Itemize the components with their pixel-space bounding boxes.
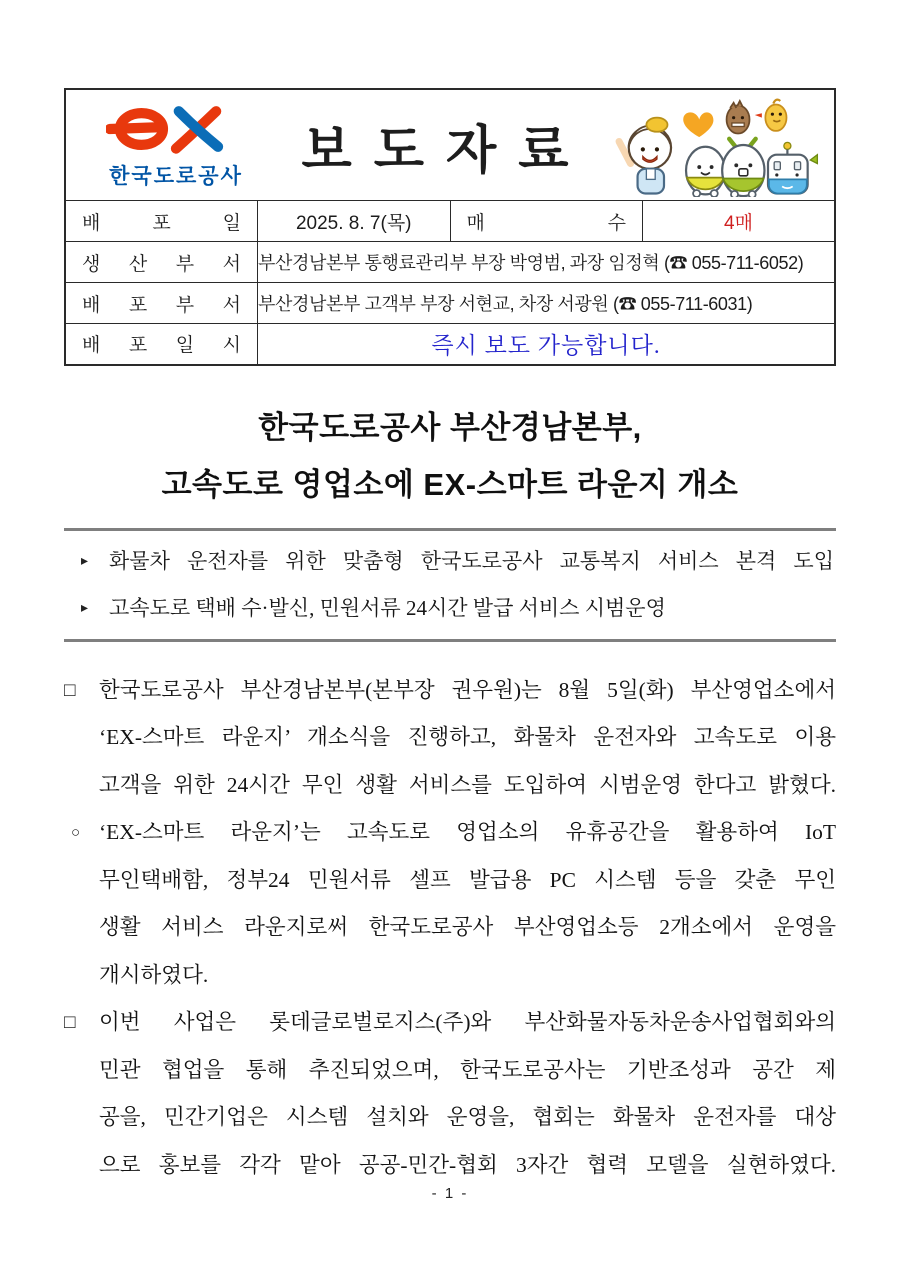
- mascot-illustration: [610, 93, 822, 197]
- body-line: 민관 협업을 통해 추진되었으며, 한국도로공사는 기반조성과 공간 제: [99, 1057, 836, 1082]
- summary-bullet-text: 고속도로 택배 수·발신, 민원서류 24시간 발급 서비스 시범운영: [109, 595, 666, 620]
- kec-logo: [92, 100, 260, 190]
- summary-bullet: [64, 538, 836, 585]
- paragraph: [64, 667, 836, 810]
- release-time-label: 배 포 일 시: [82, 335, 241, 357]
- producing-dept-label: 생 산 부 서: [82, 253, 241, 275]
- body-line: 무인택배함, 정부24 민원서류 셀프 발급용 PC 시스템 등을 갖춘 무인: [99, 867, 836, 892]
- page-title-line2: 고속도로 영업소에 EX-스마트 라운지 개소: [161, 466, 739, 502]
- masthead: [66, 90, 834, 200]
- paragraph: [64, 809, 836, 999]
- creature-brown: [727, 101, 750, 134]
- triangle-bullet-icon: ▸: [81, 553, 89, 569]
- producing-dept-value: 부산경남본부 통행료관리부 부장 박영범, 과장 임정혁 (☎ 055-711-6052): [258, 242, 836, 283]
- doc-type-title: 보도자료: [301, 121, 591, 180]
- page-title: [64, 399, 836, 513]
- logo-org-name: 한국도로공사: [109, 165, 243, 188]
- triangle-bullet-icon: ▸: [81, 600, 89, 616]
- release-dept-label: 배 포 부 서: [82, 294, 241, 316]
- body-line: 이번 사업은 롯데글로벌로지스(주)와 부산화물자동차운송사업협회와의: [99, 1010, 836, 1034]
- release-time-value: 즉시 보도 가능합니다.: [258, 324, 836, 365]
- summary-bullet-text: 화물차 운전자를 위한 맞춤형 한국도로공사 교통복지 서비스 본격 도입: [109, 548, 834, 573]
- body-line: 고객을 위한 24시간 무인 생활 서비스를 도입하여 시범운영 한다고 밝혔다.: [99, 772, 836, 797]
- pages-value: 4매: [643, 201, 836, 242]
- pages-label-cell: [450, 201, 643, 242]
- page-title-line1: 한국도로공사 부산경남본부,: [258, 409, 642, 445]
- heart-icon: [683, 112, 713, 137]
- body-line: ‘EX-스마트 라운지’는 고속도로 영업소의 유휴공간을 활용하여 IoT: [99, 820, 836, 844]
- summary-box: [64, 528, 836, 642]
- release-dept-label-cell: [65, 283, 258, 324]
- body-line: 으로 홍보를 각각 맡아 공공-민간-협회 3자간 협력 모델을 실현하였다.: [99, 1152, 836, 1177]
- body-line: ‘EX-스마트 라운지’ 개소식을 진행하고, 화물차 운전자와 고속도로 이용: [99, 725, 836, 749]
- release-date-label-cell: [65, 201, 258, 242]
- release-date-label: 배 포 일: [82, 212, 241, 234]
- summary-bullet: [64, 585, 836, 632]
- square-bullet-icon: □: [64, 679, 76, 701]
- circle-bullet-icon: ○: [71, 824, 81, 841]
- mascot-vehicle-green: [722, 139, 764, 197]
- producing-dept-label-cell: [65, 242, 258, 283]
- release-date-value: 2025. 8. 7(목): [258, 201, 451, 242]
- release-time-label-cell: [65, 324, 258, 365]
- masthead-cell: [65, 89, 835, 201]
- release-dept-value: 부산경남본부 고객부 부장 서현교, 차장 서광원 (☎ 055-711-6031): [258, 283, 836, 324]
- mascot-vehicle-yellow: [686, 147, 725, 197]
- body-line: 생활 서비스 라운지로써 한국도로공사 부산영업소등 2개소에서 운영을: [99, 915, 836, 939]
- body-line: 개시하였다.: [99, 962, 209, 987]
- ex-logo-icon: [106, 100, 246, 158]
- body-line: 공을, 민간기업은 시스템 설치와 운영을, 협회는 화물차 운전자를 대상: [99, 1105, 836, 1129]
- header-table: [64, 88, 836, 366]
- square-bullet-icon: □: [64, 1012, 76, 1033]
- pages-label: 매 수: [466, 212, 626, 234]
- mascot-vehicle-blue: [768, 142, 817, 193]
- page-number: - 1 -: [431, 1185, 469, 1202]
- body-text: [64, 667, 836, 1190]
- mascot-boy: [619, 118, 671, 194]
- paragraph: [64, 999, 836, 1189]
- creature-duck: [755, 100, 787, 131]
- body-line: 한국도로공사 부산경남본부(본부장 권우원)는 8월 5일(화) 부산영업소에서: [99, 677, 836, 702]
